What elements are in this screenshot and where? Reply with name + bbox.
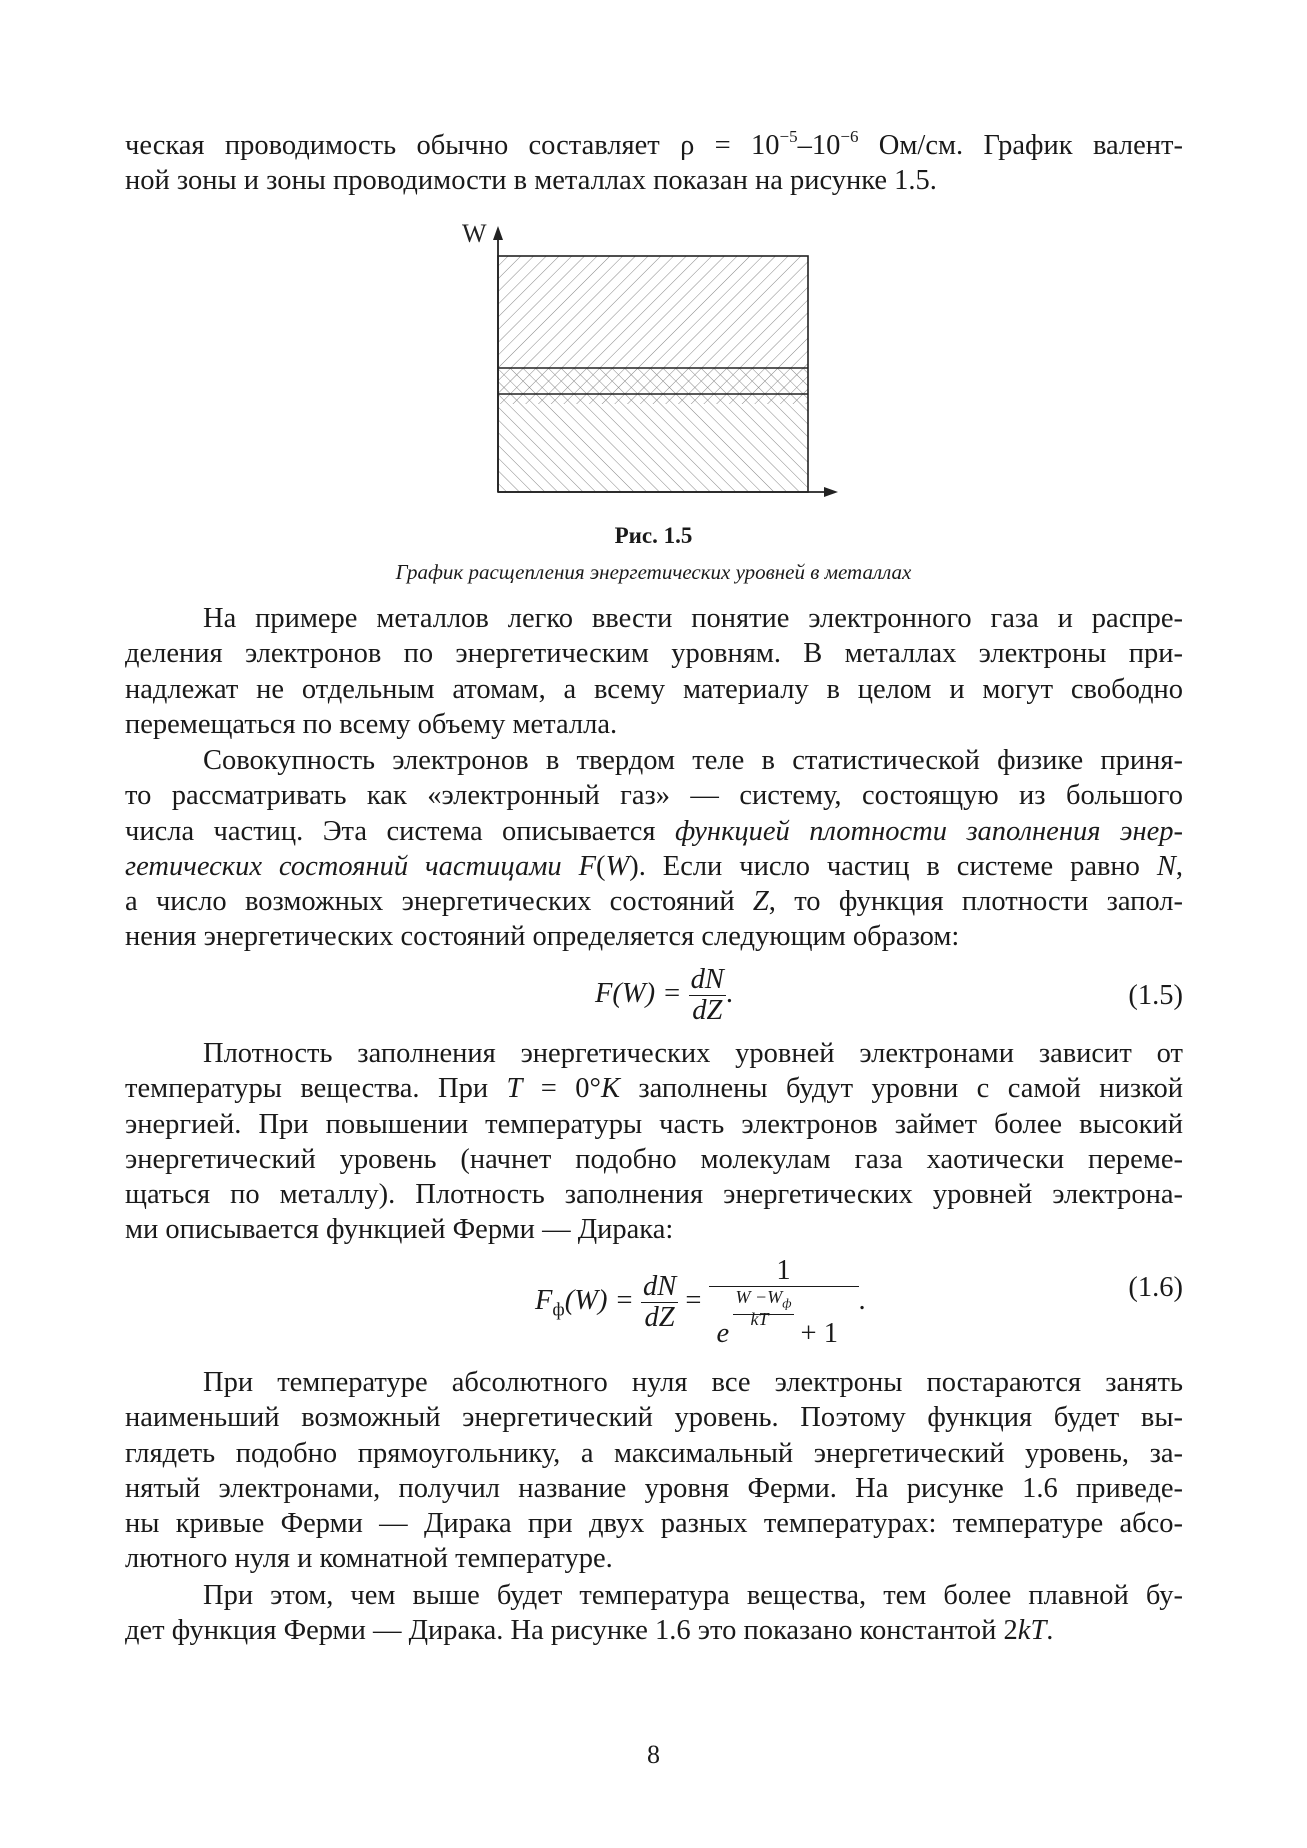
text-line: щаться по металлу). Плотность заполнения энергетических уровней электрона- xyxy=(125,1179,1183,1211)
equation-number: (1.6) xyxy=(1128,1272,1183,1303)
equation-1-5: F(W) = $\frac{dN}{dZ}$ . xyxy=(595,964,734,1026)
text-line: Совокупность электронов в твердом теле в статистической физике приня- xyxy=(203,745,1183,776)
text-line: дет функция Ферми — Дирака. На рисунке 1.6 это показано константой 2kT. xyxy=(125,1615,1054,1647)
fraction: $\frac{dN}{dZ}$ xyxy=(690,964,724,1026)
text-line: глядеть подобно прямоугольнику, а максимальный энергетический уровень, за- xyxy=(125,1437,1183,1469)
text-line: перемещаться по всему объему металла. xyxy=(125,708,618,740)
fraction: $\frac{dN}{dZ}$ xyxy=(642,1271,677,1333)
figure-title: Рис. 1.5 xyxy=(614,523,693,548)
text-line: На примере металлов легко ввести понятие электронного газа и распре- xyxy=(203,603,1183,634)
text-line: энергией. При повышении температуры часть электронов займет более высокий xyxy=(125,1108,1183,1140)
text-line: лютного нуля и комнатной температуре. xyxy=(125,1543,613,1575)
text-line: гетических состояний частицами F(W). Если число частиц в системе равно N, xyxy=(125,850,1183,882)
equation-number: (1.5) xyxy=(1128,980,1183,1011)
y-axis-arrow-icon xyxy=(493,226,503,240)
text-line: наименьший возможный энергетический уровень. Поэтому функция будет вы- xyxy=(125,1402,1183,1434)
paragraph-continuation xyxy=(125,128,1183,199)
text-line: нения энергетических состояний определяется следующим образом: xyxy=(125,921,960,953)
figure-caption: График расщепления энергетических уровней в металлах xyxy=(395,560,912,584)
text-line: надлежат не отдельным атомам, а всему материалу в целом и могут свободно xyxy=(125,673,1183,705)
valence-band xyxy=(498,368,808,492)
text-line: ми описывается функцией Ферми — Дирака: xyxy=(125,1214,674,1246)
text-line: При этом, чем выше будет температура вещества, тем более плавной бу- xyxy=(203,1580,1183,1611)
text-line: нятый электронами, получил название уровня Ферми. На рисунке 1.6 приведе- xyxy=(125,1472,1183,1504)
equation-1-6: $F_ф(W)$ = $\frac{dN}{dZ}$ = 1 e $W -W_ф$ kT + 1 . xyxy=(535,1255,866,1349)
text-line: температуры вещества. При T = 0°K заполнены будут уровни с самой низкой xyxy=(125,1073,1183,1105)
y-axis-label: W xyxy=(462,222,487,248)
x-axis-arrow-icon xyxy=(824,487,838,497)
paragraph-temperature xyxy=(125,1578,1183,1649)
fraction: 1 e $W -W_ф$ kT + 1 xyxy=(709,1256,859,1349)
text-line: Плотность заполнения энергетических уровней электронами зависит от xyxy=(203,1038,1183,1069)
page-number: 8 xyxy=(647,1740,660,1769)
text-line: ны кривые Ферми — Дирака при двух разных температурах: температуре абсо- xyxy=(125,1508,1183,1540)
text-line: то рассматривать как «электронный газ» — систему, состоящую из большого xyxy=(125,780,1183,812)
paragraph-fermi-dirac xyxy=(125,1036,1183,1248)
text-line: числа частиц. Эта система описывается функцией плотности заполнения энер- xyxy=(125,815,1183,847)
band-diagram-figure xyxy=(440,222,840,502)
text-line: ной зоны и зоны проводимости в металлах показан на рисунке 1.5. xyxy=(125,165,937,197)
text-line: деления электронов по энергетическим уровням. В металлах электроны при- xyxy=(125,638,1183,670)
paragraph-electron-gas xyxy=(125,601,1183,742)
text-line: ческая проводимость обычно составляет $\rho = 10^{-5}-10^{-6}$ Ом/см. График валент- xyxy=(125,127,1183,161)
text-line: а число возможных энергетических состояний Z, то функция плотности запол- xyxy=(125,886,1183,918)
text-line: При температуре абсолютного нуля все электроны постараются занять xyxy=(203,1367,1183,1398)
paragraph-absolute-zero xyxy=(125,1365,1183,1577)
text-line: энергетический уровень (начнет подобно молекулам газа хаотически переме- xyxy=(125,1143,1183,1175)
paragraph-density-function xyxy=(125,743,1183,955)
